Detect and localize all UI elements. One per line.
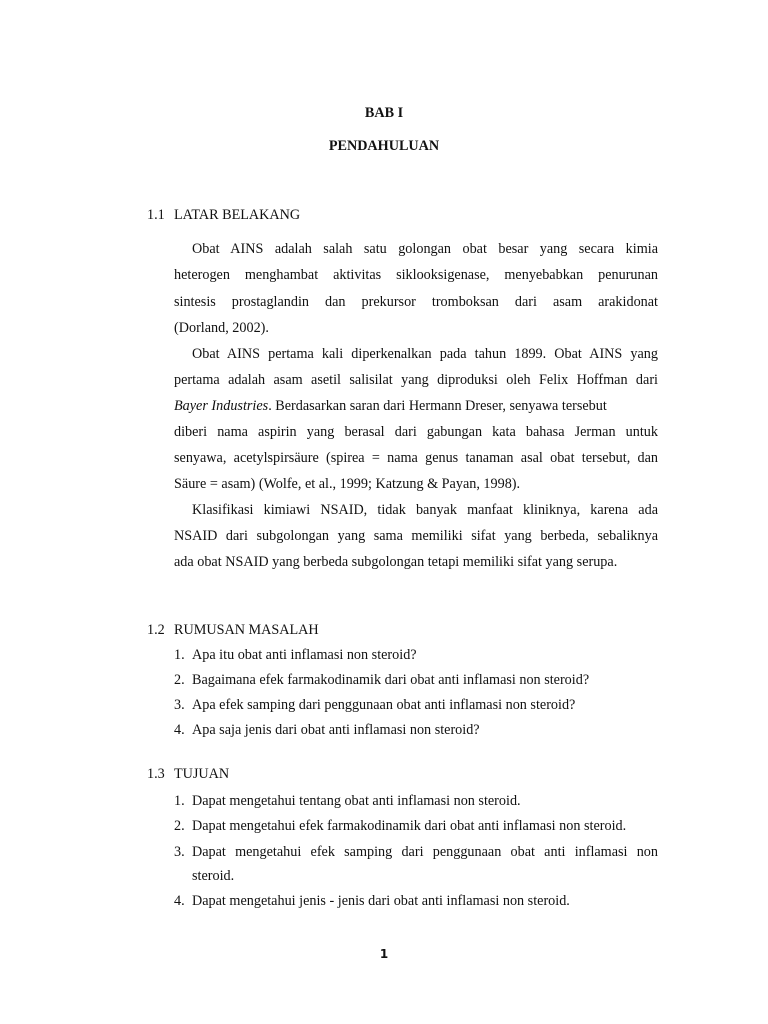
p2-italic-company: Bayer Industries <box>174 398 269 414</box>
section-3-title: TUJUAN <box>174 766 230 782</box>
p2-line-3-rest: . Berdasarkan saran dari Hermann Dreser, senyawa tersebut <box>268 398 607 414</box>
rm-item-2-number: 2. <box>174 672 185 688</box>
tujuan-item-3-text: Dapat mengetahui efek samping dari penggunaan obat anti inflamasi non <box>192 844 658 860</box>
rm-item-3-text: Apa efek samping dari penggunaan obat anti inflamasi non steroid? <box>192 697 576 713</box>
p2-line-1: Obat AINS pertama kali diperkenalkan pada tahun 1899. Obat AINS yang <box>192 346 658 362</box>
section-1-number: 1.1 <box>147 207 165 223</box>
rm-item-1-text: Apa itu obat anti inflamasi non steroid? <box>192 647 417 663</box>
tujuan-item-3-continuation: steroid. <box>192 868 235 884</box>
p2-line-6: Säure = asam) (Wolfe, et al., 1999; Katzung & Payan, 1998). <box>174 476 521 492</box>
section-2-number: 1.2 <box>147 622 165 638</box>
chapter-label: BAB I <box>364 105 404 121</box>
p2-line-3 <box>174 398 658 415</box>
p2-line-4: diberi nama aspirin yang berasal dari gabungan kata bahasa Jerman untuk <box>174 424 658 440</box>
p1-line-4: (Dorland, 2002). <box>174 320 269 336</box>
p2-line-2: pertama adalah asam asetil salisilat yang diproduksi oleh Felix Hoffman dari <box>174 372 658 388</box>
tujuan-item-3-number: 3. <box>174 844 185 860</box>
rm-item-4-text: Apa saja jenis dari obat anti inflamasi non steroid? <box>192 722 480 738</box>
rm-item-4-number: 4. <box>174 722 185 738</box>
section-2-title: RUMUSAN MASALAH <box>174 622 319 638</box>
rm-item-2-text: Bagaimana efek farmakodinamik dari obat anti inflamasi non steroid? <box>192 672 590 688</box>
p1-line-1: Obat AINS adalah salah satu golongan obat besar yang secara kimia <box>192 241 658 257</box>
section-3-number: 1.3 <box>147 766 165 782</box>
tujuan-item-2-number: 2. <box>174 818 185 834</box>
rm-item-1-number: 1. <box>174 647 185 663</box>
p3-line-3: ada obat NSAID yang berbeda subgolongan tetapi memiliki sifat yang serupa. <box>174 554 618 570</box>
tujuan-item-1-number: 1. <box>174 793 185 809</box>
section-1-title: LATAR BELAKANG <box>174 207 301 223</box>
p1-line-3: sintesis prostaglandin dan prekursor tromboksan dari asam arakidonat <box>174 294 658 310</box>
p2-line-5: senyawa, acetylspirsäure (spirea = nama genus tanaman asal obat tersebut, dan <box>174 450 658 466</box>
tujuan-item-4-number: 4. <box>174 893 185 909</box>
tujuan-item-2-text: Dapat mengetahui efek farmakodinamik dari obat anti inflamasi non steroid. <box>192 818 627 834</box>
page-number: 1 <box>379 947 389 961</box>
p1-line-2: heterogen menghambat aktivitas siklooksigenase, menyebabkan penurunan <box>174 267 658 283</box>
tujuan-item-4-text: Dapat mengetahui jenis - jenis dari obat anti inflamasi non steroid. <box>192 893 570 909</box>
p3-line-2: NSAID dari subgolongan yang sama memiliki sifat yang berbeda, sebaliknya <box>174 528 658 544</box>
p3-line-1: Klasifikasi kimiawi NSAID, tidak banyak manfaat kliniknya, karena ada <box>192 502 658 518</box>
rm-item-3-number: 3. <box>174 697 185 713</box>
chapter-title: PENDAHULUAN <box>328 138 440 154</box>
tujuan-item-1-text: Dapat mengetahui tentang obat anti inflamasi non steroid. <box>192 793 521 809</box>
